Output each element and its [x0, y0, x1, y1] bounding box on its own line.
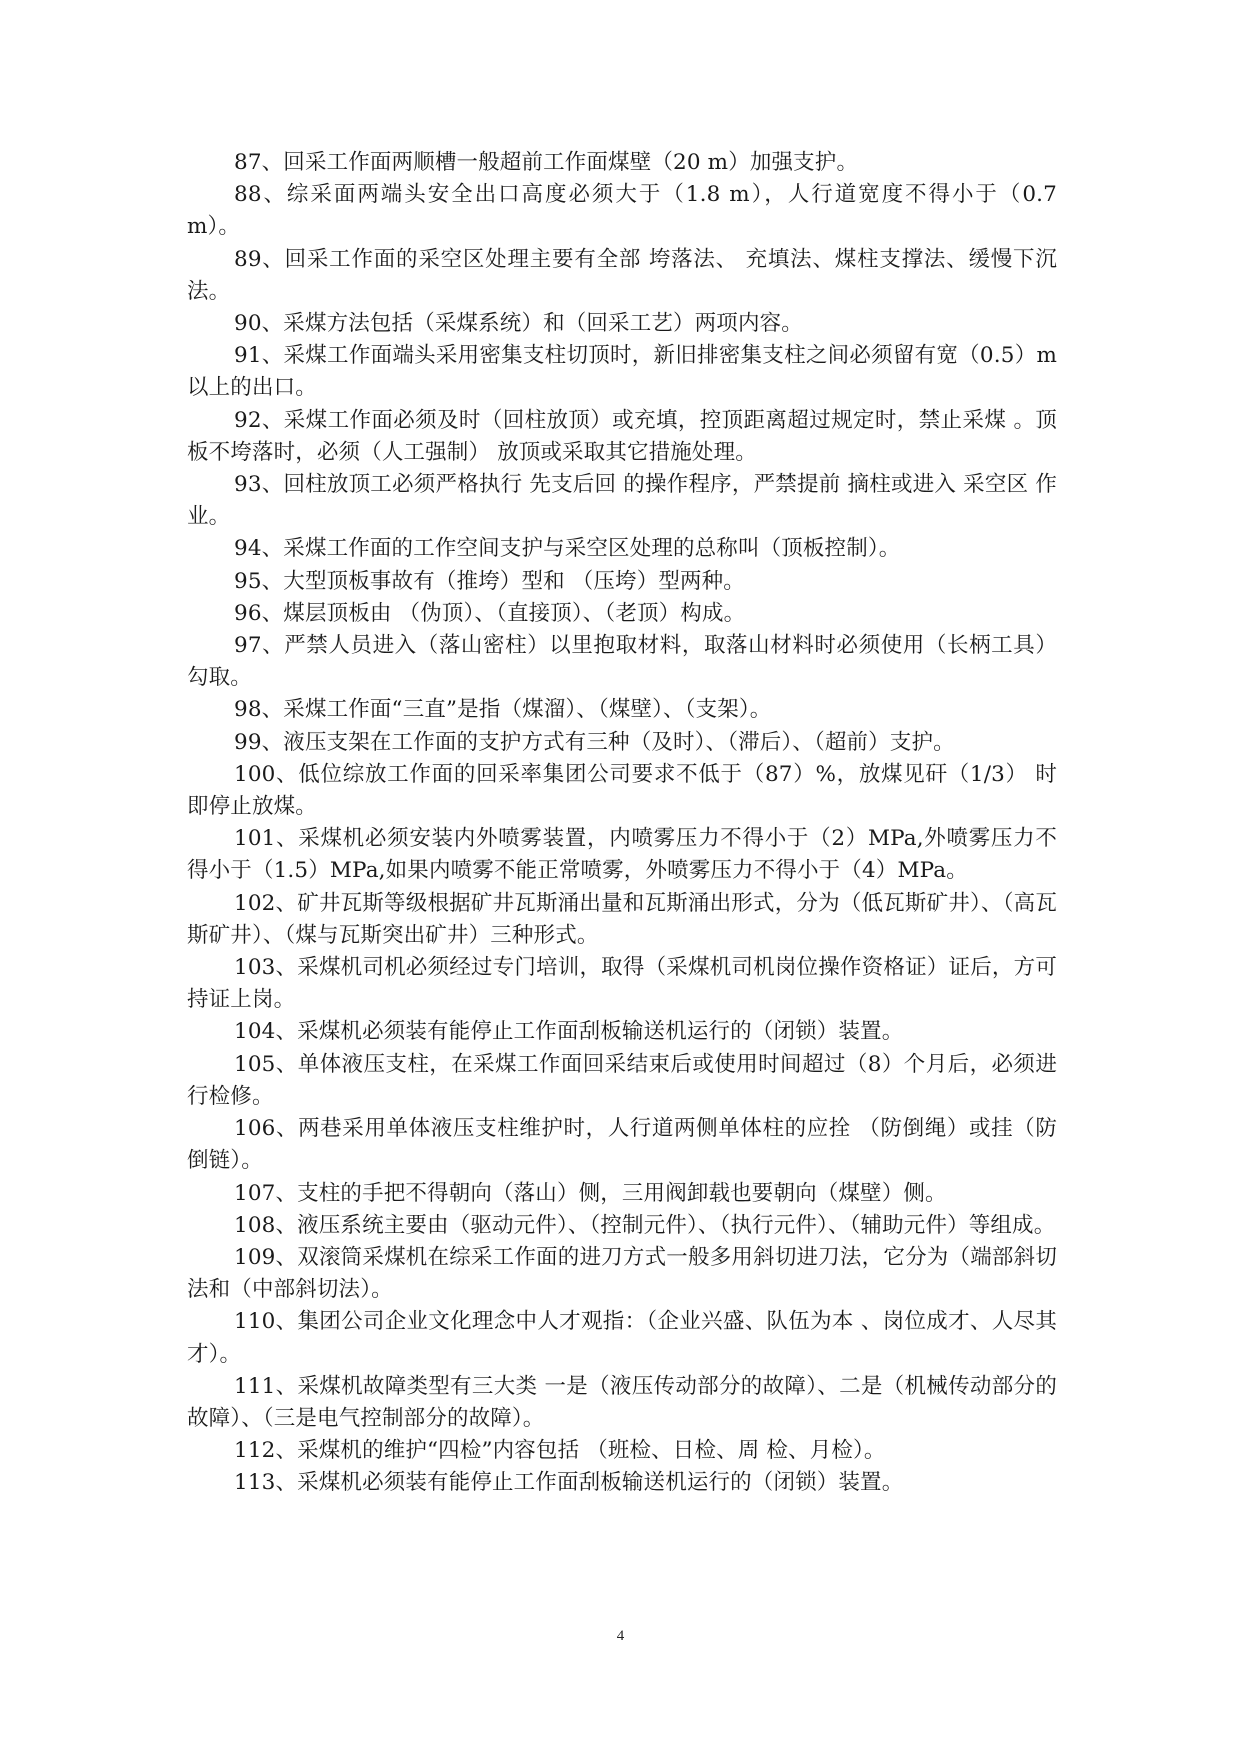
question-96: 96、煤层顶板由 （伪顶）、（直接顶）、（老顶）构成。 — [234, 600, 746, 626]
question-95: 95、大型顶板事故有（推垮）型和 （压垮）型两种。 — [234, 568, 745, 594]
question-99: 99、液压支架在工作面的支护方式有三种（及时）、（滞后）、（超前）支护。 — [234, 729, 955, 755]
question-93: 93、回柱放顶工必须严格执行 先支后回 的操作程序，严禁提前 摘柱或进入 采空区 作业。 — [187, 472, 1057, 530]
question-101: 101、采煤机必须安装内外喷雾装置，内喷雾压力不得小于（2）MPa,外喷雾压力不得小于（1.5）MPa,如果内喷雾不能正常喷雾，外喷雾压力不得小于（4）MPa。 — [187, 826, 1057, 884]
question-88: 88、综采面两端头安全出口高度必须大于（1.8 m），人行道宽度不得小于（0.7 m）。 — [187, 182, 1057, 240]
question-89: 89、回采工作面的采空区处理主要有全部 垮落法、 充填法、煤柱支撑法、缓慢下沉法。 — [187, 246, 1057, 304]
question-110: 110、集团公司企业文化理念中人才观指：（企业兴盛、队伍为本 、岗位成才、人尽其才）。 — [187, 1309, 1057, 1367]
question-98: 98、采煤工作面“三直”是指（煤溜）、（煤壁）、（支架）。 — [234, 697, 772, 723]
question-102: 102、矿井瓦斯等级根据矿井瓦斯涌出量和瓦斯涌出形式，分为（低瓦斯矿井）、（高瓦斯矿井）、（煤与瓦斯突出矿井）三种形式。 — [187, 890, 1057, 948]
question-94: 94、采煤工作面的工作空间支护与采空区处理的总称叫（顶板控制）。 — [234, 536, 901, 562]
question-100: 100、低位综放工作面的回采率集团公司要求不低于（87）%，放煤见矸（1/3） 时即停止放煤。 — [187, 761, 1057, 820]
question-108: 108、液压系统主要由（驱动元件）、（控制元件）、（执行元件）、（辅助元件）等组成。 — [234, 1212, 1056, 1238]
question-109: 109、双滚筒采煤机在综采工作面的进刀方式一般多用斜切进刀法，它分为（端部斜切法和（中部斜切法）。 — [187, 1244, 1057, 1303]
question-97: 97、严禁人员进入（落山密柱）以里抱取材料，取落山材料时必须使用（长柄工具）勾取。 — [187, 633, 1057, 691]
question-91: 91、采煤工作面端头采用密集支柱切顶时，新旧排密集支柱之间必须留有宽（0.5）m 以上的出口。 — [187, 343, 1057, 401]
page-number: 4 — [616, 1628, 625, 1644]
question-111: 111、采煤机故障类型有三大类 一是（液压传动部分的故障）、二是（机械传动部分的故障）、（三是电气控制部分的故障）。 — [187, 1373, 1057, 1431]
question-106: 106、两巷采用单体液压支柱维护时，人行道两侧单体柱的应拴 （防倒绳）或挂（防倒链）。 — [187, 1116, 1057, 1174]
question-103: 103、采煤机司机必须经过专门培训，取得（采煤机司机岗位操作资格证）证后，方可持证上岗。 — [187, 955, 1057, 1013]
document-body — [187, 147, 1057, 1500]
question-87: 87、回采工作面两顺槽一般超前工作面煤壁（20 m）加强支护。 — [234, 150, 859, 175]
question-90: 90、采煤方法包括（采煤系统）和（回采工艺）两项内容。 — [234, 311, 803, 337]
question-112: 112、采煤机的维护“四检”内容包括 （班检、日检、周 检、月检）。 — [234, 1438, 886, 1464]
question-107: 107、支柱的手把不得朝向（落山）侧，三用阀卸载也要朝向（煤壁）侧。 — [234, 1180, 947, 1206]
question-92: 92、采煤工作面必须及时（回柱放顶）或充填，控顶距离超过规定时，禁止采煤 。顶板不垮落时，必须（人工强制） 放顶或采取其它措施处理。 — [187, 407, 1057, 465]
question-113: 113、采煤机必须装有能停止工作面刮板输送机运行的（闭锁）装置。 — [234, 1470, 904, 1496]
question-104: 104、采煤机必须装有能停止工作面刮板输送机运行的（闭锁）装置。 — [234, 1019, 904, 1045]
question-105: 105、单体液压支柱，在采煤工作面回采结束后或使用时间超过（8）个月后，必须进行检修。 — [187, 1051, 1057, 1109]
